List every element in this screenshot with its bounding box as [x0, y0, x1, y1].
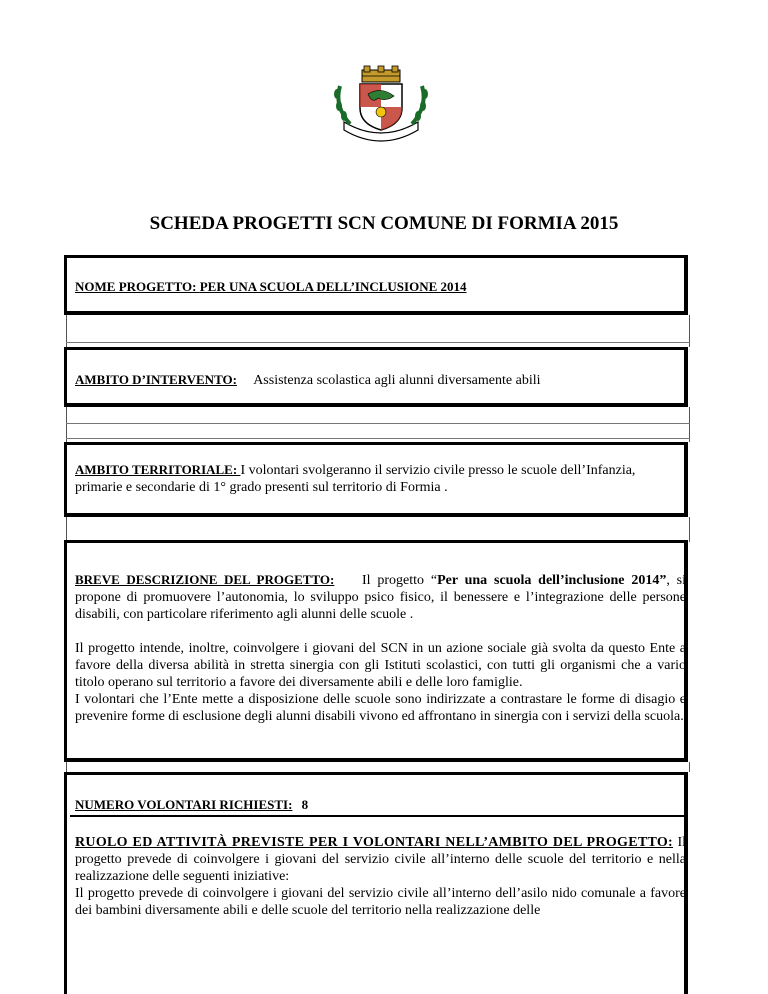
- ruolo-label: RUOLO ED ATTIVITÀ PREVISTE PER I VOLONTARI NELL’AMBITO DEL PROGETTO:: [75, 835, 674, 850]
- divider-line: [70, 815, 686, 817]
- ambito-territoriale-label: AMBITO TERRITORIALE:: [75, 462, 241, 477]
- numero-volontari-value: 8: [301, 797, 309, 812]
- ruolo-paragraph-2: Il progetto prevede di coinvolgere i giovani del servizio civile all’interno dell’asilo nido comunale a favore dei bambini diversamente abili e delle scuole del territorio nella realizzazione delle: [75, 886, 686, 918]
- divider-line: [66, 423, 690, 424]
- spacer-row: [66, 762, 690, 772]
- nome-progetto-line: [75, 278, 686, 295]
- ambito-intervento-label: AMBITO D’INTERVENTO:: [75, 372, 237, 387]
- nome-progetto-label: NOME PROGETTO:: [75, 279, 200, 294]
- ruolo-p1: Il progetto prevede di coinvolgere i giovani del servizio civile all’interno delle scuole del territorio e nella realizzazione delle seguenti iniziative:: [75, 835, 686, 884]
- numero-volontari-label: NUMERO VOLONTARI RICHIESTI:: [75, 797, 293, 812]
- ambito-territoriale-value: I volontari svolgeranno il servizio civile presso le scuole dell’Infanzia, primarie e secondarie di 1° grado presenti sul territorio di Formia .: [75, 463, 636, 495]
- descrizione-paragraph-2: Il progetto intende, inoltre, coinvolgere i giovani del SCN in un azione sociale già svolta da questo Ente a favore della diversa abilità in stretta sinergia con gli Istituti scolastici, con tutti gli organismi che a vario titolo operano sul territorio a favore dei diversamente abili e delle loro famiglie.: [75, 641, 686, 690]
- ambito-intervento-line: [75, 371, 686, 389]
- spacer-row: [66, 407, 690, 442]
- numero-volontari-line: [75, 796, 686, 813]
- descrizione-text: [75, 571, 686, 725]
- descrizione-paragraph-3: I volontari che l’Ente mette a disposizione delle scuole sono indirizzate a contrastare le forme di disagio e prevenire forme di esclusione degli alunni disabili vivono ed affrontano in sinergia con i servizi della scuola.: [75, 692, 686, 724]
- page-title: SCHEDA PROGETTI SCN COMUNE DI FORMIA 2015: [149, 213, 619, 234]
- descrizione-p1-rest: , si propone di promuovere l’autonomia, lo sviluppo psico fisico, il benessere e l’integrazione delle persone disabili, con particolare riferimento agli alunni delle scuole .: [75, 573, 687, 622]
- ruolo-paragraph-1: [75, 834, 686, 885]
- ambito-territoriale-text: [75, 461, 686, 496]
- municipal-crest-icon: [326, 64, 436, 144]
- ruolo-text: [75, 834, 686, 919]
- spacer-row: [66, 517, 690, 542]
- descrizione-project-name: Per una scuola dell’inclusione 2014”: [437, 573, 667, 588]
- descrizione-paragraph-1: [75, 571, 686, 623]
- nome-progetto-value: PER UNA SCUOLA DELL’INCLUSIONE 2014: [199, 279, 467, 294]
- ambito-intervento-value: Assistenza scolastica agli alunni diversamente abili: [253, 373, 541, 388]
- divider-line: [66, 438, 690, 439]
- descrizione-label: BREVE DESCRIZIONE DEL PROGETTO:: [75, 572, 335, 587]
- divider-line: [66, 342, 690, 343]
- descrizione-intro: Il progetto “: [361, 573, 438, 588]
